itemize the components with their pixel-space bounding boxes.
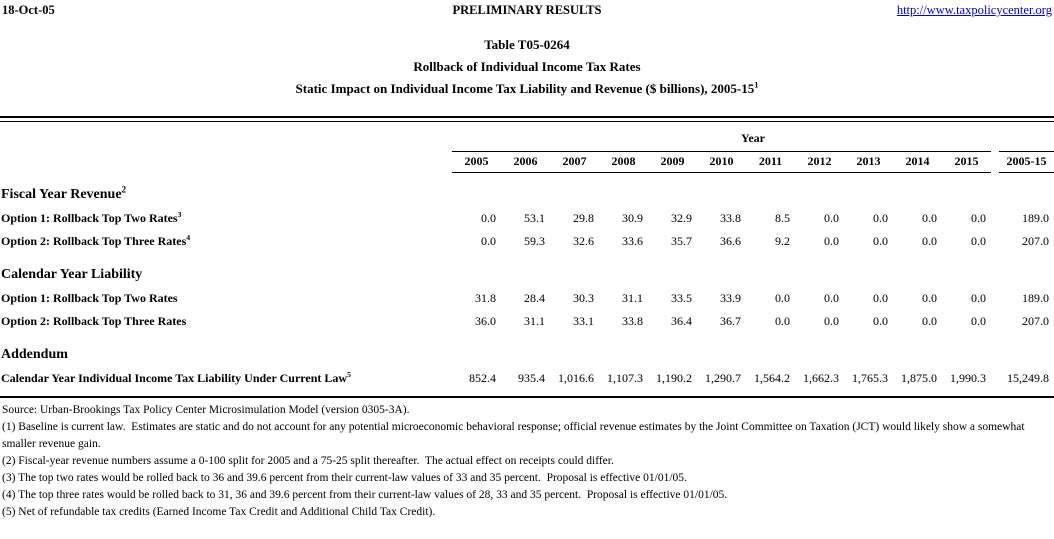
cell-value: 0.0 [824, 291, 839, 305]
cell-value: 1,875.0 [901, 371, 937, 385]
table-body [0, 122, 1054, 389]
cell-value: 852.4 [469, 371, 496, 385]
row-label: Option 2: Rollback Top Three Rates [1, 314, 187, 328]
cell-value: 15,249.8 [1007, 371, 1050, 385]
year-column-header: 2010 [697, 152, 746, 173]
footnote-line: Source: Urban-Brookings Tax Policy Center Microsimulation Model (version 0305-3A). [2, 404, 410, 416]
cell-value: 36.7 [720, 314, 741, 328]
cell-value: 0.0 [873, 314, 888, 328]
table-bottom-rule [0, 396, 1054, 398]
cell-value: 0.0 [873, 291, 888, 305]
cell-value: 0.0 [922, 314, 937, 328]
cell-value: 33.8 [622, 314, 643, 328]
year-column-header: 2008 [599, 152, 648, 173]
cell-value: 0.0 [481, 211, 496, 225]
section-heading-row [0, 252, 1054, 286]
cell-value: 0.0 [775, 314, 790, 328]
cell-value: 30.3 [573, 291, 594, 305]
empty-label-cell [0, 152, 452, 173]
section-heading: Addendum [1, 347, 68, 362]
year-column-header: 2005-15 [999, 152, 1054, 173]
cell-value: 36.6 [720, 234, 741, 248]
section-heading: Calendar Year Liability [1, 267, 143, 282]
section-heading-row [0, 173, 1054, 207]
year-column-header: 2006 [501, 152, 550, 173]
cell-value: 36.0 [475, 314, 496, 328]
cell-value: 1,107.3 [607, 371, 643, 385]
cell-value: 0.0 [971, 314, 986, 328]
section-heading-row [0, 332, 1054, 366]
footnote-line: (5) Net of refundable tax credits (Earned Income Tax Credit and Additional Child Tax Credit). [2, 506, 436, 518]
cell-value: 9.2 [775, 234, 790, 248]
cell-value: 30.9 [622, 211, 643, 225]
column-gap-cell [991, 206, 999, 229]
table-row [0, 229, 1054, 252]
column-gap-cell [991, 229, 999, 252]
cell-value: 1,662.3 [803, 371, 839, 385]
cell-value: 0.0 [873, 234, 888, 248]
cell-value: 33.9 [720, 291, 741, 305]
taxpolicycenter-link[interactable]: http://www.taxpolicycenter.org [896, 3, 1052, 17]
row-footnote-marker: 4 [186, 233, 191, 242]
year-column-header: 2014 [893, 152, 942, 173]
cell-value: 32.6 [573, 234, 594, 248]
cell-value: 33.8 [720, 211, 741, 225]
table-row [0, 366, 1054, 389]
cell-value: 0.0 [922, 234, 937, 248]
cell-value: 0.0 [873, 211, 888, 225]
year-column-header: 2011 [746, 152, 795, 173]
row-footnote-marker: 3 [177, 210, 182, 219]
cell-value: 1,290.7 [705, 371, 741, 385]
cell-value: 0.0 [971, 211, 986, 225]
table-row [0, 286, 1054, 309]
cell-value: 8.5 [775, 211, 790, 225]
cell-value: 1,765.3 [852, 371, 888, 385]
cell-value: 0.0 [824, 234, 839, 248]
title-footnote-marker: 1 [754, 79, 759, 90]
cell-value: 31.8 [475, 291, 496, 305]
section-heading: Fiscal Year Revenue$^2$ [1, 184, 127, 202]
cell-value: 1,564.2 [754, 371, 790, 385]
preliminary-results-label: PRELIMINARY RESULTS [452, 3, 602, 17]
cell-value: 33.6 [622, 234, 643, 248]
cell-value: 0.0 [775, 291, 790, 305]
cell-value: 33.1 [573, 314, 594, 328]
cell-value: 0.0 [971, 234, 986, 248]
column-gap-cell [991, 309, 999, 332]
cell-value: 29.8 [573, 211, 594, 225]
cell-value: 59.3 [524, 234, 545, 248]
table-description-text: Static Impact on Individual Income Tax Liability and Revenue ($ billions), 2005-15 [295, 81, 755, 96]
cell-value: 1,990.3 [950, 371, 986, 385]
cell-value: 0.0 [971, 291, 986, 305]
cell-value: 189.0 [1022, 211, 1050, 225]
cell-value: 0.0 [481, 234, 496, 248]
year-columns-row [0, 152, 1054, 173]
column-gap-cell [991, 366, 999, 389]
cell-value: 33.5 [671, 291, 692, 305]
footnote-line: (4) The top three rates would be rolled back to 31, 36 and 39.6 percent from their current-law values of 28, 33 and 35 percent. Proposal is effective 01/01/05. [2, 489, 728, 501]
table-number-title: Table T05-0264 [484, 37, 570, 52]
year-column-header: 2009 [648, 152, 697, 173]
year-column-header: 2013 [844, 152, 893, 173]
cell-value: 207.0 [1022, 234, 1050, 248]
cell-value: 32.9 [671, 211, 692, 225]
cell-value: 53.1 [524, 211, 545, 225]
row-label: Option 1: Rollback Top Two Rates [1, 291, 178, 305]
row-label: Calendar Year Individual Income Tax Liability Under Current Law$^5$ [1, 370, 351, 385]
column-gap-cell [991, 152, 999, 173]
cell-value: 0.0 [824, 314, 839, 328]
year-column-header: 2005 [452, 152, 501, 173]
cell-value: 1,190.2 [656, 371, 692, 385]
table-description-title [0, 78, 1054, 100]
cell-value: 0.0 [922, 211, 937, 225]
row-footnote-marker: 5 [347, 370, 351, 379]
cell-value: 28.4 [524, 291, 545, 305]
title-block [0, 34, 1054, 100]
row-label: Option 2: Rollback Top Three Rates$^4$ [1, 233, 191, 248]
cell-value: 189.0 [1022, 291, 1050, 305]
column-gap-cell [991, 286, 999, 309]
date-label: 18-Oct-05 [2, 3, 55, 17]
year-column-header: 2012 [795, 152, 844, 173]
year-column-header: 2015 [942, 152, 991, 173]
cell-value: 935.4 [518, 371, 545, 385]
cell-value: 36.4 [671, 314, 692, 328]
cell-value: 35.7 [671, 234, 692, 248]
cell-value: 31.1 [622, 291, 643, 305]
footnote-line: (2) Fiscal-year revenue numbers assume a 0-100 split for 2005 and a 75-25 split thereafter. The actual effect on receipts could differ. [2, 455, 614, 467]
footnote-line: (3) The top two rates would be rolled back to 36 and 39.6 percent from their current-law values of 33 and 35 percent. Proposal is effective 01/01/05. [2, 472, 687, 484]
footnote-line: (1) Baseline is current law. Estimates are static and do not account for any potential microeconomic behavioral response; official revenue estimates by the Joint Committee on Taxation (JCT) would likely show a somewhat smaller revenue gain. [2, 421, 1028, 450]
section-footnote-marker: 2 [121, 184, 127, 195]
cell-value: 207.0 [1022, 314, 1050, 328]
year-group-header: Year [741, 131, 766, 145]
results-table [0, 122, 1054, 389]
year-column-header: 2007 [550, 152, 599, 173]
year-group-row [0, 122, 1054, 152]
cell-value: 31.1 [524, 314, 545, 328]
table-row [0, 206, 1054, 229]
cell-value: 1,016.6 [558, 371, 594, 385]
footnotes [0, 402, 1054, 521]
table-row [0, 309, 1054, 332]
row-label: Option 1: Rollback Top Two Rates$^3$ [1, 210, 182, 225]
page-header [0, 0, 1054, 21]
table-subject-title: Rollback of Individual Income Tax Rates [413, 59, 641, 74]
empty-corner-cell [0, 122, 452, 152]
cell-value: 0.0 [824, 211, 839, 225]
cell-value: 0.0 [922, 291, 937, 305]
